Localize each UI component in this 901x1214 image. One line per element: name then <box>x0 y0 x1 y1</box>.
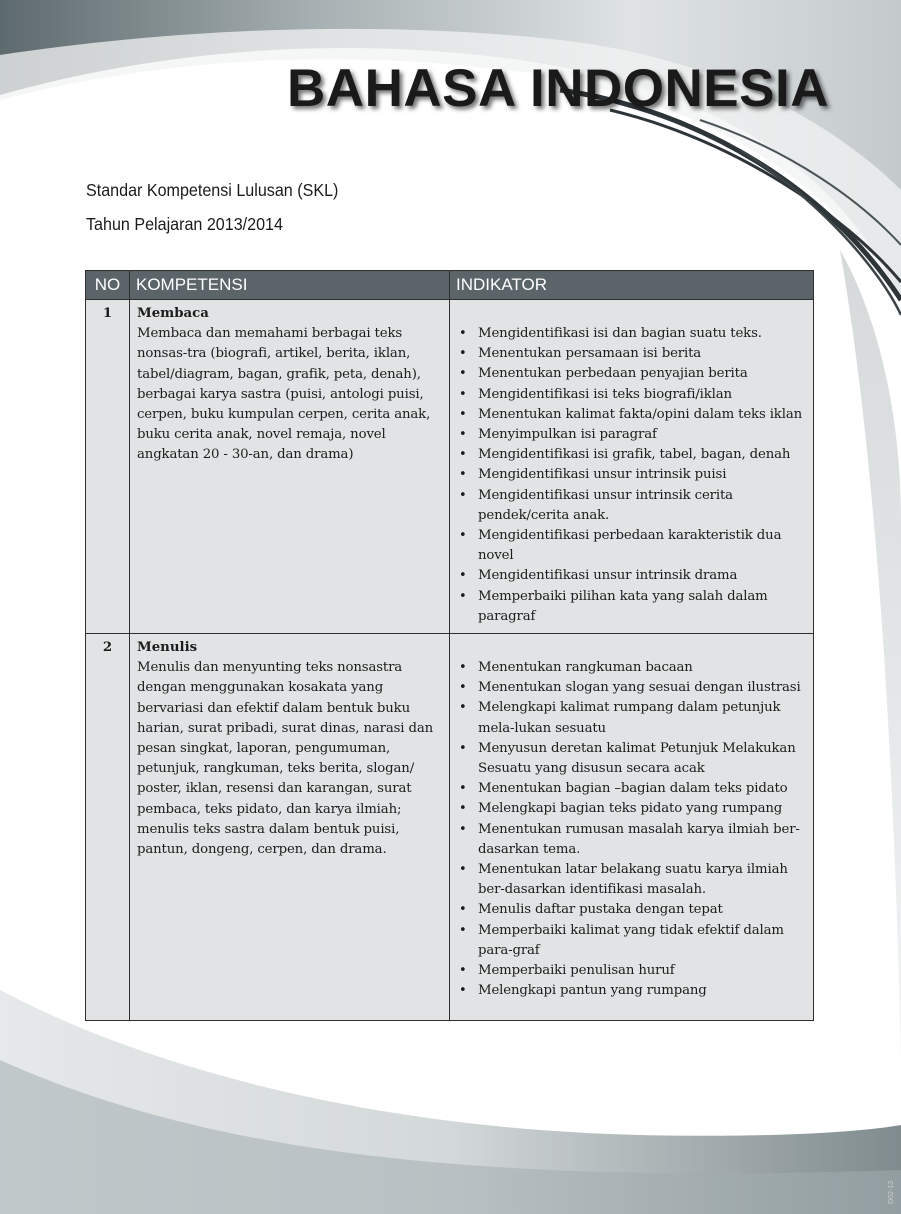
list-item: • Melengkapi bagian teks pidato yang rumpang <box>457 799 807 819</box>
list-item: • Melengkapi pantun yang rumpang <box>457 981 807 1001</box>
kompetensi-cell <box>130 300 450 634</box>
main-title: BAHASA INDONESIA <box>287 59 829 118</box>
header-indikator: INDIKATOR <box>450 271 814 300</box>
list-item: • Menentukan persamaan isi berita <box>457 344 807 364</box>
list-item: • Mengidentifikasi unsur intrinsik drama <box>457 566 807 586</box>
subtitle-skl: Standar Kompetensi Lulusan (SKL) <box>86 180 339 200</box>
list-item: • Mengidentifikasi isi grafik, tabel, bagan, denah <box>457 445 807 465</box>
kompetensi-description: Membaca dan memahami berbagai teks nonsas-tra (biografi, artikel, berita, iklan, tabel/diagram, bagan, grafik, peta, denah), berbagai karya sastra (puisi, antologi puisi, cerpen, buku kumpulan cerpen, cerita anak, buku cerita anak, novel remaja, novel angkatan 20 - 30-an, dan drama) <box>137 326 431 463</box>
skl-table <box>85 270 814 1021</box>
row-number: 2 <box>86 634 130 1021</box>
header-kompetensi: KOMPETENSI <box>130 271 450 300</box>
list-item: • Menentukan perbedaan penyajian berita <box>457 364 807 384</box>
list-item: • Menentukan rangkuman bacaan <box>457 658 807 678</box>
list-item: • Menyimpulkan isi paragraf <box>457 425 807 445</box>
list-item: • Memperbaiki penulisan huruf <box>457 961 807 981</box>
header-no: NO <box>86 271 130 300</box>
indikator-cell <box>450 634 814 1021</box>
list-item: • Menentukan slogan yang sesuai dengan ilustrasi <box>457 678 807 698</box>
indikator-cell <box>450 300 814 634</box>
table-header-row <box>86 271 814 300</box>
kompetensi-description: Menulis dan menyunting teks nonsastra dengan menggunakan kosakata yang bervariasi dan efektif dalam bentuk buku harian, surat pribadi, surat dinas, narasi dan pesan singkat, laporan, pengumuman, petunjuk, rangkuman, teks berita, slogan/ poster, iklan, resensi dan karangan, surat pembaca, teks pidato, dan karya ilmiah; menulis teks sastra dalam bentuk puisi, pantun, dongeng, cerpen, dan drama. <box>137 660 434 858</box>
list-item: • Mengidentifikasi unsur intrinsik puisi <box>457 465 807 485</box>
list-item: • Mengidentifikasi isi dan bagian suatu teks. <box>457 324 807 344</box>
page-code: D02-13 <box>888 1181 895 1204</box>
indicator-list <box>457 324 807 627</box>
table-row <box>86 300 814 634</box>
list-item: • Mengidentifikasi perbedaan karakteristik dua novel <box>457 526 807 566</box>
list-item: • Mengidentifikasi isi teks biografi/iklan <box>457 385 807 405</box>
list-item: • Menentukan kalimat fakta/opini dalam teks iklan <box>457 405 807 425</box>
list-item: • Memperbaiki pilihan kata yang salah dalam paragraf <box>457 587 807 627</box>
subtitle-academic-year: Tahun Pelajaran 2013/2014 <box>86 214 283 234</box>
list-item: • Menyusun deretan kalimat Petunjuk Melakukan Sesuatu yang disusun secara acak <box>457 739 807 779</box>
list-item: • Memperbaiki kalimat yang tidak efektif dalam para-graf <box>457 921 807 961</box>
kompetensi-cell <box>130 634 450 1021</box>
list-item: • Menulis daftar pustaka dengan tepat <box>457 900 807 920</box>
list-item: • Melengkapi kalimat rumpang dalam petunjuk mela-lukan sesuatu <box>457 698 807 738</box>
list-item: • Menentukan rumusan masalah karya ilmiah ber-dasarkan tema. <box>457 820 807 860</box>
indicator-list <box>457 658 807 1001</box>
kompetensi-title: Membaca <box>137 306 209 321</box>
list-item: • Menentukan bagian –bagian dalam teks pidato <box>457 779 807 799</box>
list-item: • Mengidentifikasi unsur intrinsik cerita pendek/cerita anak. <box>457 486 807 526</box>
list-item: • Menentukan latar belakang suatu karya ilmiah ber-dasarkan identifikasi masalah. <box>457 860 807 900</box>
row-number: 1 <box>86 300 130 634</box>
kompetensi-title: Menulis <box>137 640 198 656</box>
table-row <box>86 634 814 1021</box>
